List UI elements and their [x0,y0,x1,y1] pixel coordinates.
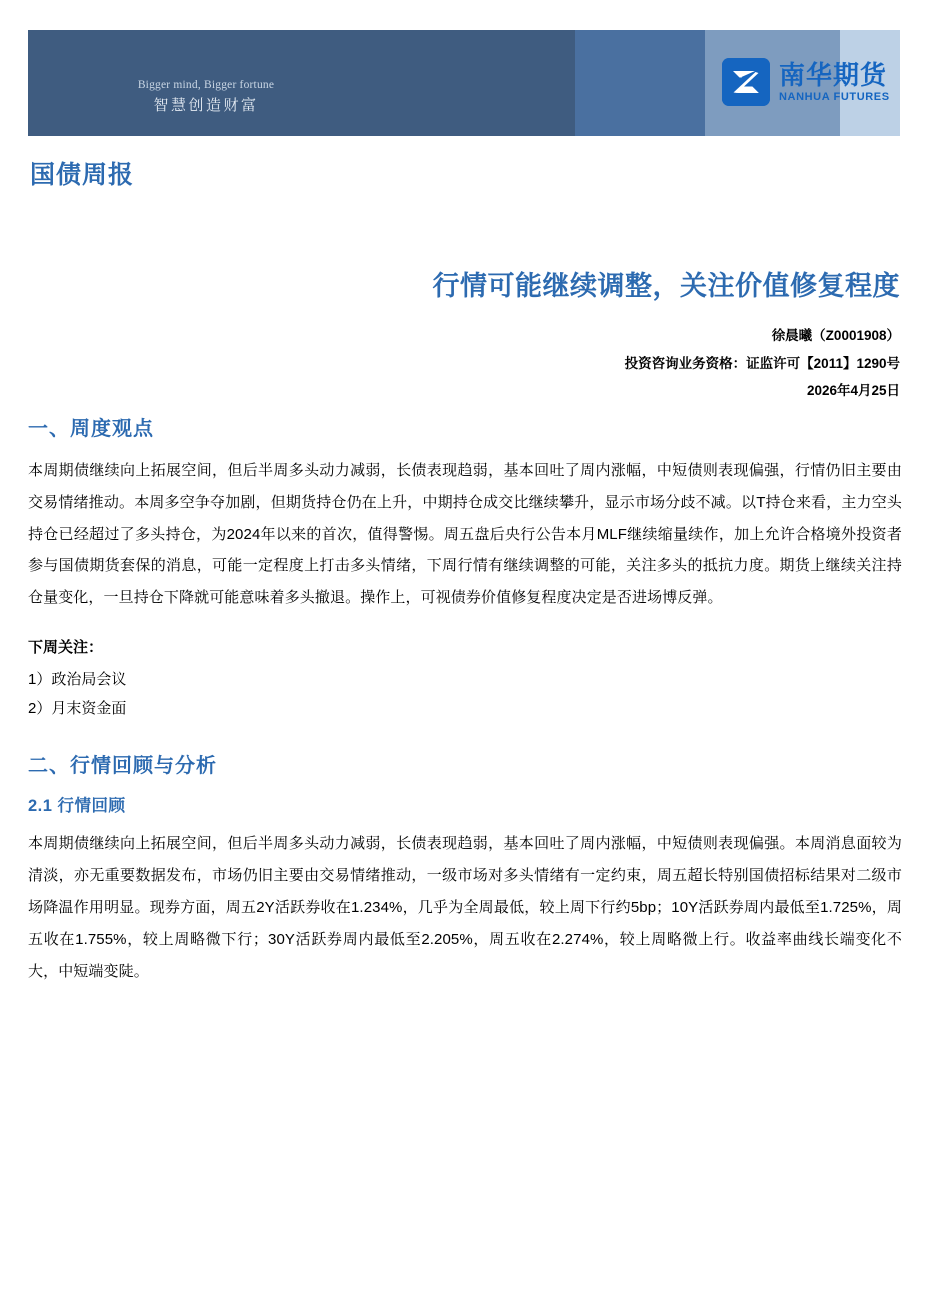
page-title: 行情可能继续调整，关注价值修复程度 [432,271,900,301]
next-week-watch-title: 下周关注： [28,638,104,656]
watch-list-item: 1）政治局会议 [28,670,127,688]
tagline-english: Bigger mind, Bigger fortune [137,79,275,91]
logo-wordmark [779,59,890,103]
banner-band-2 [575,30,705,136]
document-body [28,412,902,987]
logo-name-english: NANHUA FUTURES [779,90,890,103]
subsection-heading-2-1: 2.1 行情回顾 [28,797,126,816]
logo-name-chinese: 南华期货 [779,59,888,90]
report-type-label: 国债周报 [30,161,135,189]
section-heading-two: 二、行情回顾与分析 [28,755,217,778]
section-heading-one: 一、周度观点 [28,418,154,440]
banner-band-1 [28,30,575,136]
report-date: 2026年4月25日 [806,383,900,399]
nanhua-z-mark-icon [722,58,770,106]
company-logo [722,58,890,106]
section-two-paragraph: 本周期债继续向上拓展空间，但后半周多头动力减弱，长债表现趋弱，基本回吐了周内涨幅，中短债则表现偏强。本周消息面较为清淡，亦无重要数据发布，市场仍旧主要由交易情绪推动，一级市场对多头情绪有一定约束，周五超长特别国债招标结果对二级市场降温作用明显。现券方面，周五2Y活跃券收在1.234%，几乎为全周最低，较上周下行约5bp；10Y活跃券周内最低至1.725%，周五收在1.755%，较上周略微下行；30Y活跃券周内最低至2.205%，周五收在2.274%，较上周略微上行。收益率曲线长端变化不大，中短端变陡。 [28,835,902,980]
author-name: 徐晨曦（Z0001908） [771,328,900,343]
section-one-paragraph: 本周期债继续向上拓展空间，但后半周多头动力减弱，长债表现趋弱，基本回吐了周内涨幅，中短债则表现偏强，行情仍旧主要由交易情绪推动。本周多空争夺加剧，但期货持仓仍在上升，中期持仓成交比继续攀升，显示市场分歧不减。以T持仓来看，主力空头持仓已经超过了多头持仓，为2024年以来的首次，值得警惕。周五盘后央行公告本月MLF继续缩量续作，加上允许合格境外投资者参与国债期货套保的消息，可能一定程度上打击多头情绪，下周行情有继续调整的可能，关注多头的抵抗力度。期货上继续关注持仓量变化，一旦持仓下降就可能意味着多头撤退。操作上，可视债券价值修复程度决定是否进场博反弹。 [28,462,902,607]
tagline-chinese: 智慧创造财富 [153,96,259,114]
watch-list-item: 2）月末资金面 [28,700,127,718]
qualification-line: 投资咨询业务资格：证监许可【2011】1290号 [624,355,900,371]
report-metadata [625,322,900,405]
